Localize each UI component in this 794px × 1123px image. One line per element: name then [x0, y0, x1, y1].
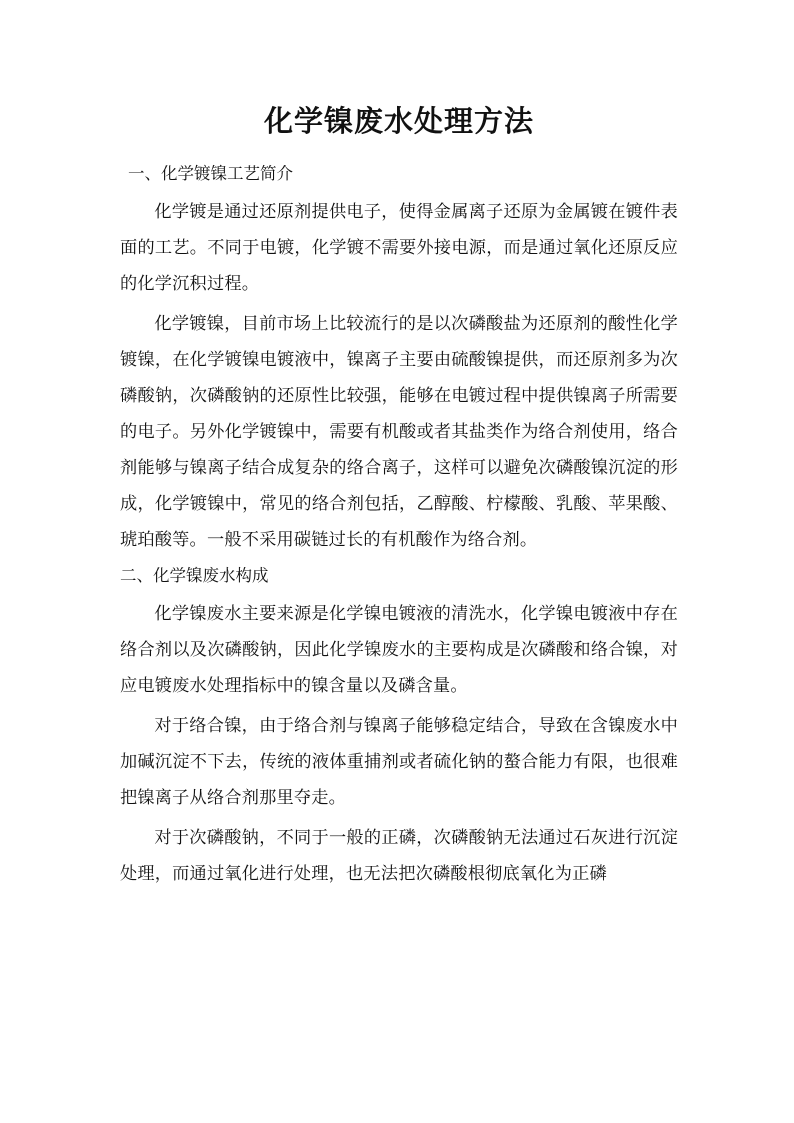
- section-heading-process-intro: 一、化学镀镍工艺简介: [128, 164, 293, 183]
- paragraph-complexed-nickel: 对于络合镍，由于络合剂与镍离子能够稳定结合，导致在含镍废水中加碱沉淀不下去，传统的液体重捕剂或者硫化钠的螯合能力有限，也很难把镍离子从络合剂那里夺走。: [120, 716, 678, 808]
- paragraph-wastewater-source: 化学镍废水主要来源是化学镍电镀液的清洗水，化学镍电镀液中存在络合剂以及次磷酸钠，因此化学镍废水的主要构成是次磷酸和络合镍，对应电镀废水处理指标中的镍含量以及磷含量。: [120, 604, 678, 696]
- paragraph-electroless-nickel: 化学镀镍，目前市场上比较流行的是以次磷酸盐为还原剂的酸性化学镀镍，在化学镀镍电镀液中，镍离子主要由硫酸镍提供，而还原剂多为次磷酸钠，次磷酸钠的还原性比较强，能够在电镀过程中提供镍离子所需要的电子。另外化学镀镍中，需要有机酸或者其盐类作为络合剂使用，络合剂能够与镍离子结合成复杂的络合离子，这样可以避免次磷酸镍沉淀的形成，化学镀镍中，常见的络合剂包括，乙醇酸、柠檬酸、乳酸、苹果酸、琥珀酸等。一般不采用碳链过长的有机酸作为络合剂。: [120, 314, 678, 550]
- document-title: 化学镍废水处理方法: [263, 104, 534, 138]
- paragraph-electroless-plating: 化学镀是通过还原剂提供电子，使得金属离子还原为金属镀在镀件表面的工艺。不同于电镀，化学镀不需要外接电源，而是通过氧化还原反应的化学沉积过程。: [120, 202, 678, 294]
- section-heading-wastewater-composition: 二、化学镍废水构成: [120, 566, 269, 585]
- paragraph-hypophosphite: 对于次磷酸钠，不同于一般的正磷，次磷酸钠无法通过石灰进行沉淀处理，而通过氧化进行处理，也无法把次磷酸根彻底氧化为正磷: [120, 828, 678, 884]
